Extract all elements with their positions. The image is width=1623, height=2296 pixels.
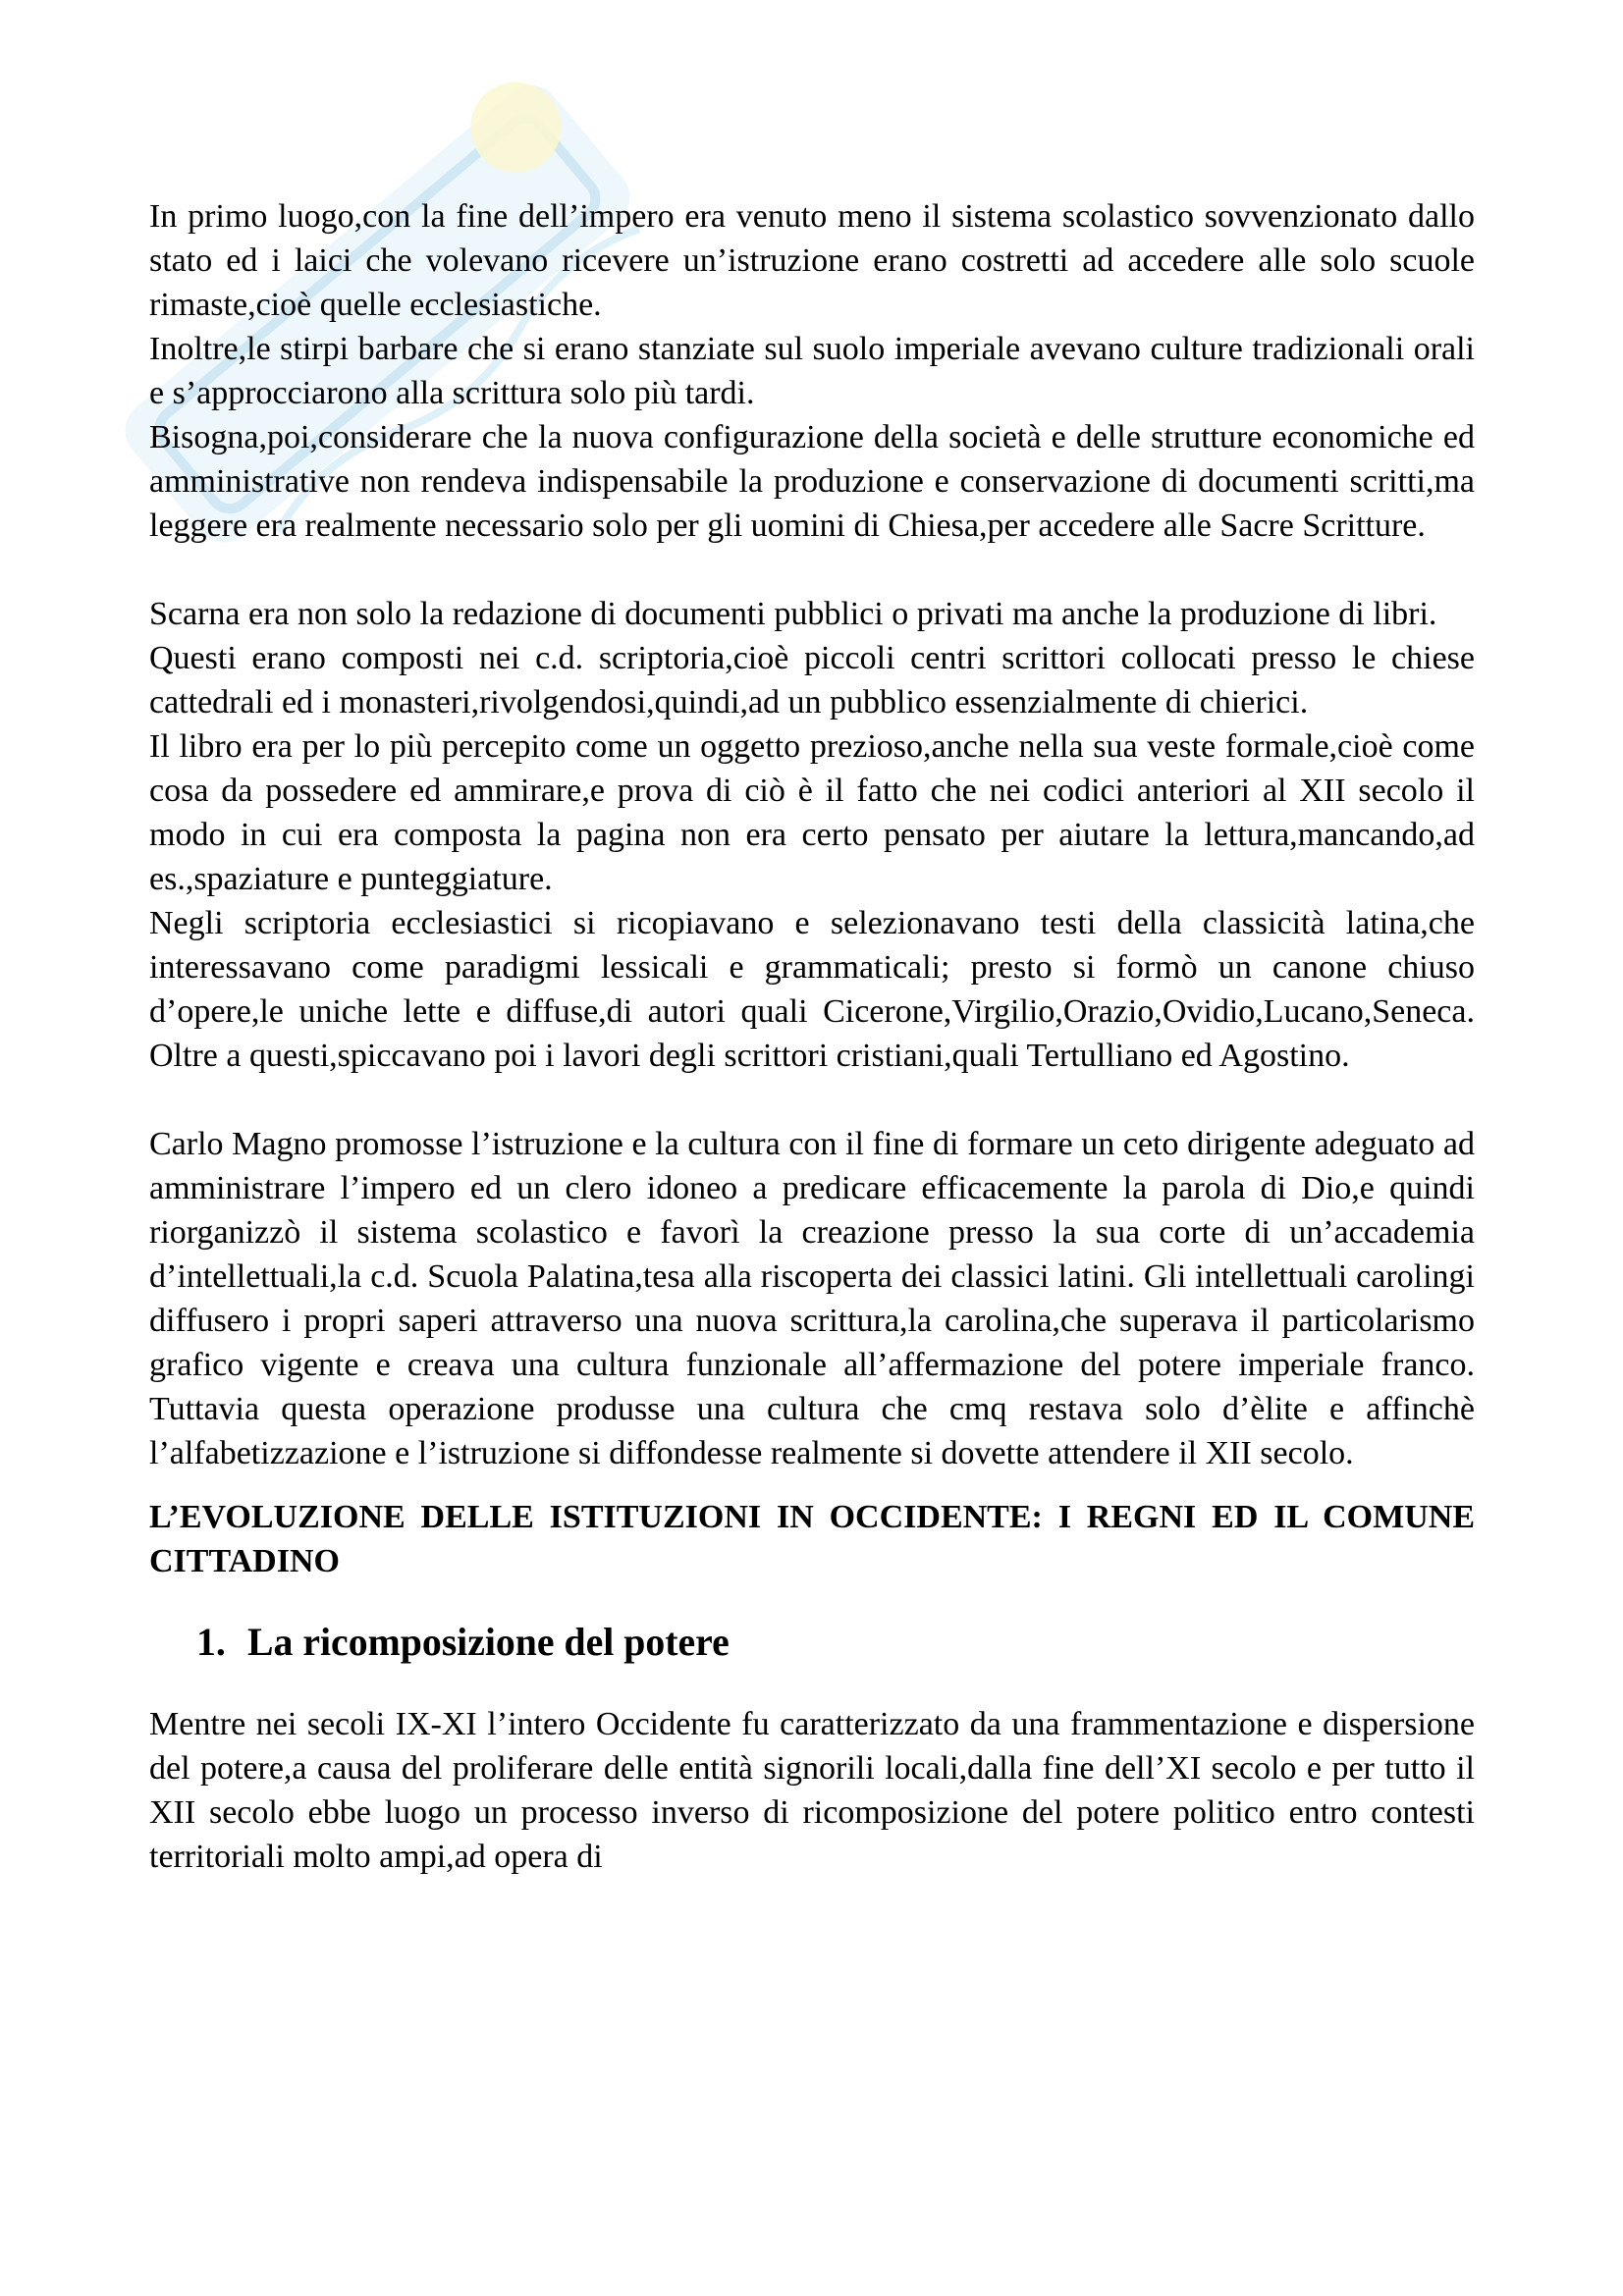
- subsection-number: 1.: [196, 1621, 226, 1664]
- paragraph: Scarna era non solo la redazione di documenti pubblici o privati ma anche la produzione di libri.: [149, 596, 1437, 632]
- paragraph: Il libro era per lo più percepito come un oggetto prezioso,anche nella sua veste formale,cioè come cosa da possedere ed ammirare,e prova di ciò è il fatto che nei codici anteriori al XII secolo il modo in cui era composta la pagina non era certo pensato per aiutare la lettura,mancando,ad es.,spaziature e punteggiature.: [149, 728, 1475, 897]
- paragraph: Bisogna,poi,considerare che la nuova configurazione della società e delle strutture economiche ed amministrative non rendeva indispensabile la produzione e conservazione di documenti scritti,ma leggere era realmente necessario solo per gli uomini di Chiesa,per accedere alle Sacre Scritture.: [149, 419, 1475, 544]
- paragraph: Questi erano composti nei c.d. scriptoria,cioè piccoli centri scrittori collocati presso le chiese cattedrali ed i monasteri,rivolgendosi,quindi,ad un pubblico essenzialmente di chierici.: [149, 640, 1475, 721]
- spacer: [149, 1078, 1475, 1122]
- paragraph: Negli scriptoria ecclesiastici si ricopiavano e selezionavano testi della classicità latina,che interessavano come paradigmi lessicali e grammaticali; presto si formò un canone chiuso d’opere,le uniche lette e diffuse,di autori quali Cicerone,Virgilio,Orazio,Ovidio,Lucano,Seneca. Oltre a questi,spiccavano poi i lavori degli scrittori cristiani,quali Tertulliano ed Agostino.: [149, 905, 1475, 1074]
- paragraph: Mentre nei secoli IX-XI l’intero Occidente fu caratterizzato da una frammentazione e dispersione del potere,a causa del proliferare delle entità signorili locali,dalla fine dell’XI secolo e per tutto il XII secolo ebbe luogo un processo inverso di ricomposizione del potere politico entro contesti territoriali molto ampi,ad opera di: [149, 1706, 1475, 1875]
- section-title: L’EVOLUZIONE DELLE ISTITUZIONI IN OCCIDENTE: I REGNI ED IL COMUNE CITTADINO: [149, 1499, 1475, 1579]
- subsection-heading: [149, 1621, 1475, 1665]
- spacer: [149, 548, 1475, 592]
- paragraph: Inoltre,le stirpi barbare che si erano stanziate sul suolo imperiale avevano culture tradizionali orali e s’approcciarono alla scrittura solo più tardi.: [149, 331, 1475, 411]
- paragraph: Carlo Magno promosse l’istruzione e la cultura con il fine di formare un ceto dirigente adeguato ad amministrare l’impero ed un clero idoneo a predicare efficacemente la parola di Dio,e quindi riorganizzò il sistema scolastico e favorì la creazione presso la sua corte di un’accademia d’intellettuali,la c.d. Scuola Palatina,tesa alla riscoperta dei classici latini. Gli intellettuali carolingi diffusero i propri saperi attraverso una nuova scrittura,la carolina,che superava il particolarismo grafico vigente e creava una cultura funzionale all’affermazione del potere imperiale franco. Tuttavia questa operazione produsse una cultura che cmq restava solo d’èlite e affinchè l’alfabetizzazione e l’istruzione si diffondesse realmente si dovette attendere il XII secolo.: [149, 1126, 1475, 1471]
- paragraph: In primo luogo,con la fine dell’impero era venuto meno il sistema scolastico sovvenzionato dallo stato ed i laici che volevano ricevere un’istruzione erano costretti ad accedere alle solo scuole rimaste,cioè quelle ecclesiastiche.: [149, 198, 1475, 323]
- subsection-title: La ricomposizione del potere: [247, 1621, 730, 1664]
- document-page: [149, 194, 1475, 1879]
